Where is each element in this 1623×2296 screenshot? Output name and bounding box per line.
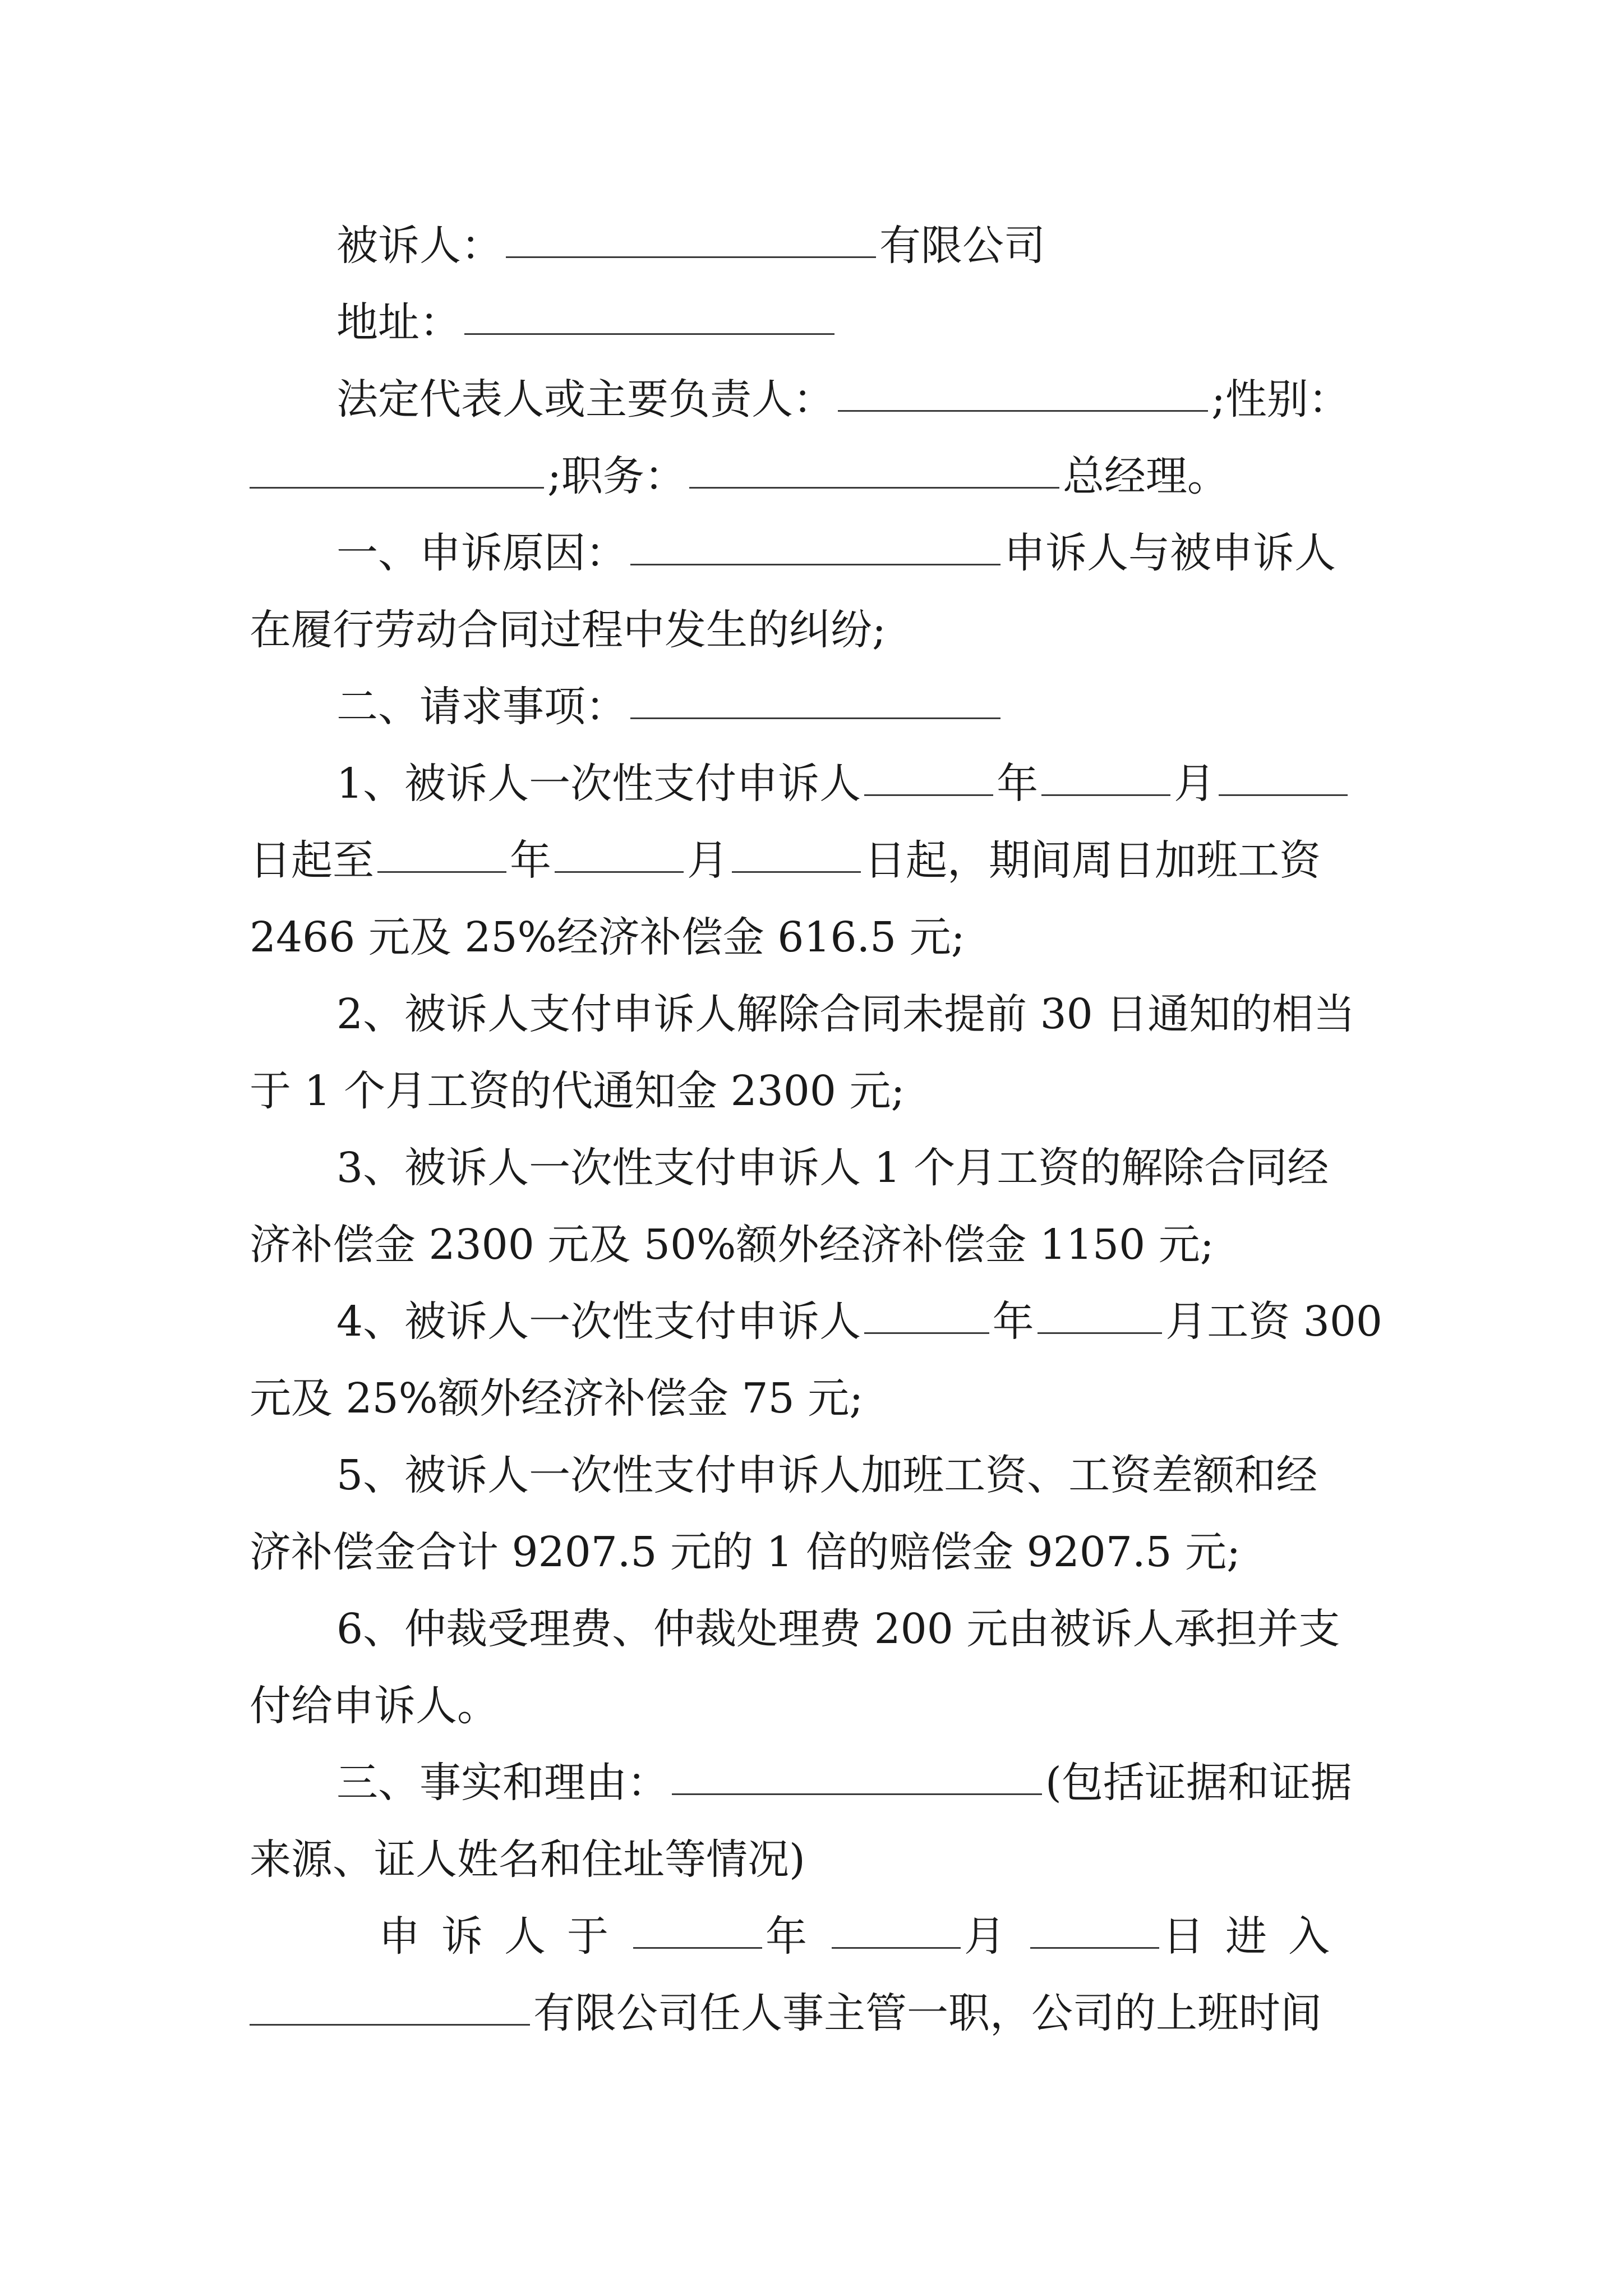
item1-b-month: 月 <box>687 836 728 885</box>
item1-text-b-start: 日起至 <box>250 836 374 885</box>
item1-b-day-blank[interactable] <box>732 838 861 873</box>
fact-line2 <box>250 1975 1382 2052</box>
gender-blank[interactable] <box>250 453 544 489</box>
section2-label: 二、请求事项： <box>336 683 627 731</box>
item1-text-c: 2466 元及 25%经济补偿金 616.5 元; <box>250 913 965 961</box>
item1-b-month-blank[interactable] <box>555 838 684 873</box>
address-blank[interactable] <box>464 300 834 335</box>
section3-line <box>250 1745 1382 1821</box>
item2-text-b: 于 1 个月工资的代通知金 2300 元; <box>250 1067 905 1115</box>
respondent-label: 被诉人： <box>336 222 502 270</box>
item4-year: 年 <box>992 1297 1034 1346</box>
item2-text-a: 2、被诉人支付申诉人解除合同未提前 30 日通知的相当 <box>336 990 1355 1038</box>
section1-blank[interactable] <box>630 530 1000 565</box>
position-suffix: 总经理。 <box>1062 452 1229 500</box>
item5-line1 <box>250 1437 1382 1514</box>
item1-line2 <box>250 822 1382 899</box>
section1-text: 在履行劳动合同过程中发生的纠纷; <box>250 606 886 654</box>
gender-position-line <box>250 438 1382 515</box>
section3-line2 <box>250 1821 1382 1898</box>
legal-rep-blank[interactable] <box>838 376 1208 412</box>
fact-month: 月 <box>964 1912 1027 1961</box>
position-blank[interactable] <box>689 453 1059 489</box>
fact-month-blank[interactable] <box>832 1913 961 1949</box>
item1-text-b-tail: 日起，期间周日加班工资 <box>864 836 1321 885</box>
item4-text-a: 4、被诉人一次性支付申诉人 <box>336 1297 861 1346</box>
item4-line1 <box>250 1283 1382 1360</box>
gender-label: ;性别： <box>1211 375 1350 424</box>
item1-month-blank[interactable] <box>1041 761 1170 796</box>
fact-year-blank[interactable] <box>633 1913 762 1949</box>
item4-tail: 月工资 300 <box>1165 1297 1382 1346</box>
item3-line1 <box>250 1130 1382 1207</box>
item5-text-a: 5、被诉人一次性支付申诉人加班工资、工资差额和经 <box>336 1451 1318 1499</box>
item5-line2 <box>250 1514 1382 1591</box>
item6-line2 <box>250 1668 1382 1745</box>
item2-line2 <box>250 1053 1382 1130</box>
section3-tail: (包括证据和证据 <box>1045 1759 1352 1807</box>
legal-rep-line <box>250 361 1382 438</box>
item1-year: 年 <box>997 760 1039 808</box>
item4-month-blank[interactable] <box>1038 1299 1163 1334</box>
fact-day-blank[interactable] <box>1030 1913 1159 1949</box>
item5-text-b: 济补偿金合计 9207.5 元的 1 倍的赔偿金 9207.5 元; <box>250 1528 1241 1576</box>
item3-text-b: 济补偿金 2300 元及 50%额外经济补偿金 1150 元; <box>250 1221 1214 1269</box>
section3-label: 三、事实和理由： <box>336 1759 668 1807</box>
item3-text-a: 3、被诉人一次性支付申诉人 1 个月工资的解除合同经 <box>336 1144 1329 1192</box>
document-body <box>250 208 1382 2052</box>
fact-text-b-tail: 有限公司任人事主管一职，公司的上班时间 <box>533 1989 1322 2037</box>
fact-company-blank[interactable] <box>250 1990 530 2026</box>
respondent-suffix: 有限公司 <box>879 222 1045 270</box>
section1-line2 <box>250 592 1382 669</box>
item1-year-blank[interactable] <box>864 761 993 796</box>
section2-line <box>250 669 1382 746</box>
item2-line1 <box>250 976 1382 1053</box>
item4-line2 <box>250 1360 1382 1437</box>
fact-line1 <box>250 1898 1382 1975</box>
position-label: ;职务： <box>547 452 686 500</box>
respondent-name-blank[interactable] <box>506 223 876 258</box>
item1-month: 月 <box>1174 760 1216 808</box>
item3-line2 <box>250 1207 1382 1283</box>
fact-text-a: 申诉人于 <box>379 1912 630 1961</box>
fact-day-tail: 日进入 <box>1163 1912 1351 1961</box>
item4-year-blank[interactable] <box>864 1299 989 1334</box>
item4-text-b: 元及 25%额外经济补偿金 75 元; <box>250 1374 864 1423</box>
item1-day-blank[interactable] <box>1219 761 1348 796</box>
section1-line <box>250 515 1382 592</box>
address-label: 地址： <box>336 298 461 347</box>
fact-year: 年 <box>766 1912 828 1961</box>
section2-blank[interactable] <box>630 684 1000 719</box>
legal-rep-label: 法定代表人或主要负责人： <box>336 375 834 424</box>
item6-text-b: 付给申诉人。 <box>250 1682 499 1730</box>
respondent-line <box>250 208 1382 284</box>
item1-b-year-blank[interactable] <box>377 838 506 873</box>
item6-text-a: 6、仲裁受理费、仲裁处理费 200 元由被诉人承担并支 <box>336 1605 1340 1653</box>
item1-line3 <box>250 899 1382 976</box>
item6-line1 <box>250 1591 1382 1668</box>
item1-text-a: 1、被诉人一次性支付申诉人 <box>336 760 861 808</box>
section1-label: 一、申诉原因： <box>336 529 627 577</box>
item1-b-year: 年 <box>510 836 551 885</box>
section3-text: 来源、证人姓名和住址等情况) <box>250 1835 805 1884</box>
section1-tail: 申诉人与被申诉人 <box>1004 529 1336 577</box>
section3-blank[interactable] <box>672 1760 1042 1795</box>
address-line <box>250 284 1382 361</box>
item1-line1 <box>250 746 1382 822</box>
